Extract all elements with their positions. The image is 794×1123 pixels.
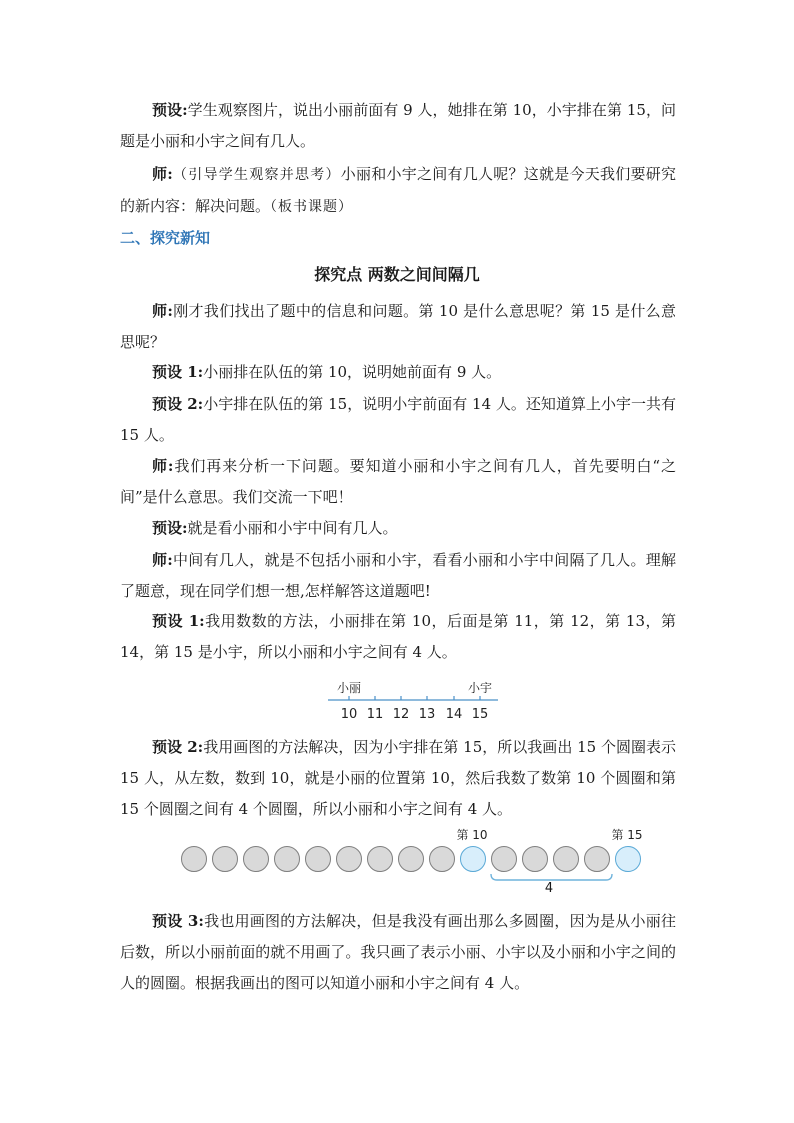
label-position-15: 第 15 [611,828,643,842]
dialogue-paragraph [120,451,676,513]
person-circle [182,847,207,872]
subheading: 探究点 两数之间间隔几 [314,265,480,284]
paragraph-text: 我也用画图的方法解决，但是我没有画出那么多圆圈，因为是从小丽往后数，所以小丽前面的就不用画了。我只画了表示小丽、小宇以及小丽和小宇之间的人的圆圈。根据我画出的图可以知道小丽和小宇之间有 4 人。 [120,912,676,992]
paragraph-text: 我用画图的方法解决，因为小宇排在第 15，所以我画出 15 个圆圈表示 15 人，从左数，数到 10，就是小丽的位置第 10，然后我数了数第 10 个圆圈和第 15 个圆圈之间有 4 个圆圈，所以小丽和小宇之间有 4 人。 [120,738,677,818]
number-line-number: 13 [418,707,436,722]
person-circle [337,847,362,872]
person-circle [275,847,300,872]
speaker-label: 预设 1: [152,612,205,630]
label-position-10: 第 10 [456,828,488,842]
paragraph-text: 小丽和小宇之间有几人呢？这就是今天我们要研究的新内容：解决问题。 [120,165,676,215]
number-line-right-name: 小宇 [467,681,493,695]
speaker-label: 预设 2: [152,738,204,756]
speaker-label: 预设 2: [152,395,204,413]
circle-diagram [170,822,650,882]
person-circle [523,847,548,872]
method-3-paragraph [120,906,676,999]
person-circle [585,847,610,872]
intro-paragraph-2 [120,159,676,223]
speaker-label: 预设: [152,519,188,537]
paragraph-text: 我用数数的方法，小丽排在第 10，后面是第 11，第 12，第 13，第 14，第 15 是小宇，所以小丽和小宇之间有 4 人。 [120,612,676,661]
dialogue-paragraph [120,296,676,358]
paragraph-text: 学生观察图片，说出小丽前面有 9 人，她排在第 10，小宇排在第 15，问题是小丽和小宇之间有几人。 [120,101,676,150]
number-line-figure [320,676,510,724]
section-heading: 二、探究新知 [120,229,211,247]
gap-count-label: 4 [544,881,554,896]
speaker-label: 预设 3: [152,912,204,930]
intro-paragraph-1 [120,95,676,157]
paragraph-text: 刚才我们找出了题中的信息和问题。第 10 是什么意思呢？第 15 是什么意思呢？ [120,302,676,351]
speaker-label: 预设 1: [152,363,204,381]
person-circle [306,847,331,872]
person-circle [554,847,579,872]
paragraph-text: 我们再来分析一下问题。要知道小丽和小宇之间有几人，首先要明白“之间”是什么意思。我们交流一下吧！ [120,457,677,506]
dialogue-paragraph [120,545,676,607]
paragraph-text: 中间有几人，就是不包括小丽和小宇，看看小丽和小宇中间隔了几人。理解了题意，现在同学们想一想,怎样解答这道题吧! [120,551,676,600]
dialogue-paragraph [120,357,676,388]
person-circle [430,847,455,872]
speaker-label: 预设: [152,101,188,119]
dialogue-paragraph [120,389,676,451]
number-line-left-name: 小丽 [336,681,362,695]
number-line-number: 15 [471,707,489,722]
number-line-number: 11 [366,707,384,722]
person-circle [368,847,393,872]
speaker-label: 师: [152,551,173,569]
speaker-label: 师: [152,457,174,475]
person-circle [244,847,269,872]
method-2-paragraph [120,732,676,825]
number-line-number: 10 [340,707,358,722]
circles-row [182,847,641,872]
person-circle [492,847,517,872]
number-line-number: 12 [392,707,410,722]
speaker-label: 师: [152,302,173,320]
person-circle [399,847,424,872]
paragraph-text: 就是看小丽和小宇中间有几人。 [187,519,398,537]
dialogue-paragraph [120,513,676,544]
stage-note: （板书课题） [270,199,354,215]
person-circle [213,847,238,872]
number-line-number: 14 [445,707,463,722]
speaker-label: 师: [152,165,173,183]
highlighted-person-circle [461,847,486,872]
highlighted-person-circle [616,847,641,872]
paragraph-text: 小宇排在队伍的第 15，说明小宇前面有 14 人。还知道算上小宇一共有 15 人。 [120,395,677,444]
stage-note: （引导学生观察并思考） [172,167,341,183]
dialogue-paragraph [120,606,676,668]
paragraph-text: 小丽排在队伍的第 10，说明她前面有 9 人。 [203,363,502,381]
